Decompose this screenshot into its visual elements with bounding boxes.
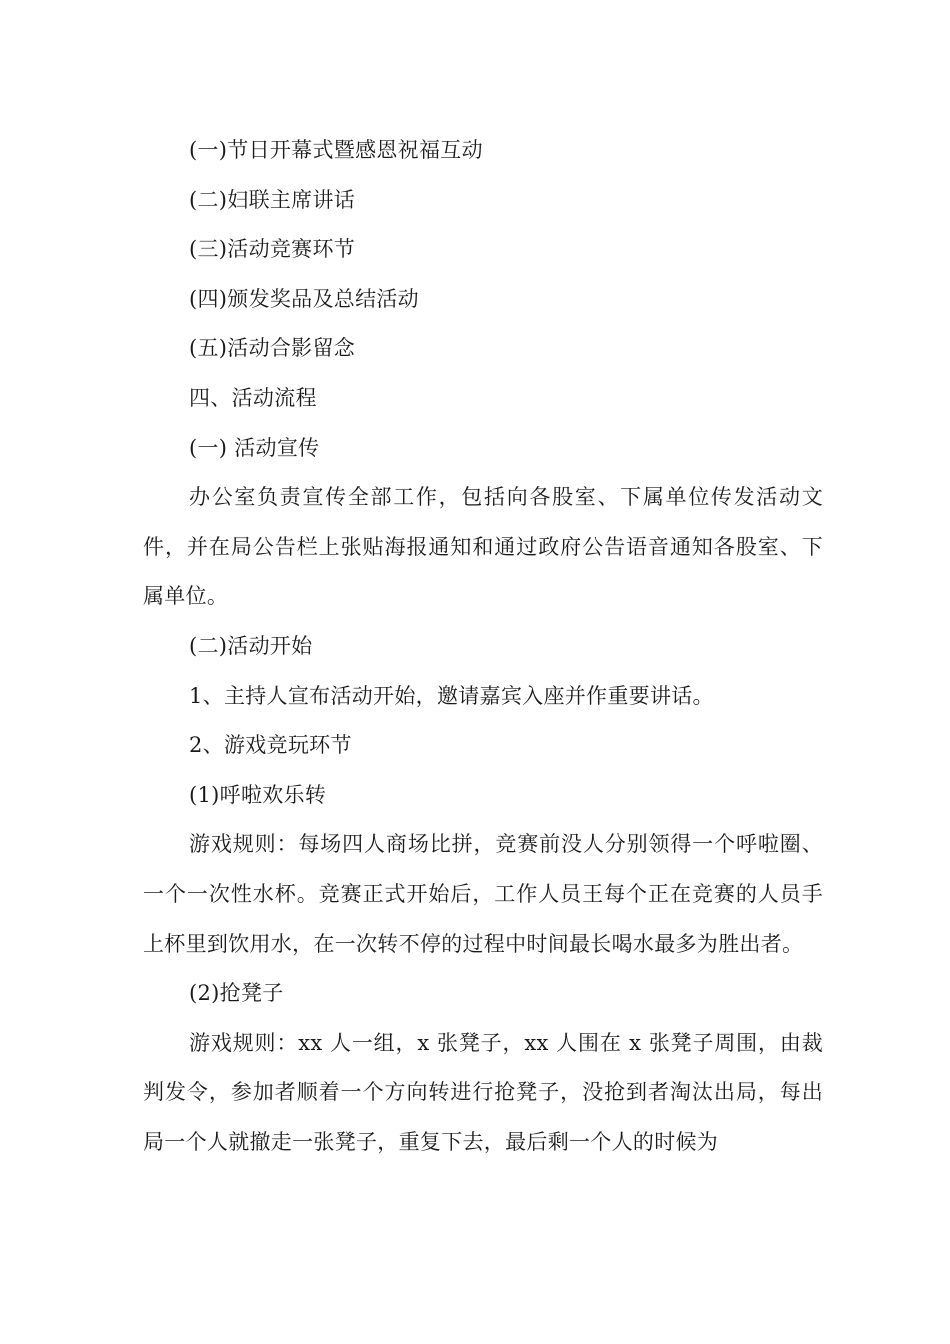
subheading-publicity: (一) 活动宣传 — [189, 435, 320, 460]
paragraph-game-section: 2、游戏竞玩环节 — [189, 733, 352, 758]
paragraph-publicity: 办公室负责宣传全部工作，包括向各股室、下属单位传发活动文件，并在局公告栏上张贴海报通知和通过政府公告语音通知各股室、下属单位。 — [143, 485, 823, 609]
list-item-competition: (三)活动竞赛环节 — [189, 237, 356, 262]
list-item-chair-speech: (二)妇联主席讲话 — [189, 187, 356, 212]
paragraph-hula-hoop-rules: 游戏规则：每场四人商场比拼，竞赛前没人分别领得一个呼啦圈、一个一次性水杯。竞赛正式开始后，工作人员王每个正在竞赛的人员手上杯里到饮用水，在一次转不停的过程中时间最长喝水最多为胜出者。 — [143, 832, 823, 956]
section-heading-process: 四、活动流程 — [189, 385, 317, 410]
document-body — [143, 126, 823, 1167]
list-item-opening-ceremony: (一)节日开幕式暨感恩祝福互动 — [189, 138, 483, 162]
paragraph-host-announce: 1、主持人宣布活动开始，邀请嘉宾入座并作重要讲话。 — [189, 683, 714, 708]
subheading-hula-hoop: (1)呼啦欢乐转 — [189, 782, 327, 807]
subheading-musical-chairs: (2)抢凳子 — [189, 981, 284, 1006]
paragraph-musical-chairs-rules: 游戏规则：xx 人一组，x 张凳子，xx 人围在 x 张凳子周围，由裁判发令，参加者顺着一个方向转进行抢凳子，没抢到者淘汰出局，每出局一个人就撤走一张凳子，重复下去，最后剩一个人的时候为 — [143, 1030, 823, 1154]
list-item-awards: (四)颁发奖品及总结活动 — [189, 286, 419, 311]
subheading-start: (二)活动开始 — [189, 633, 313, 658]
list-item-group-photo: (五)活动合影留念 — [189, 336, 356, 361]
